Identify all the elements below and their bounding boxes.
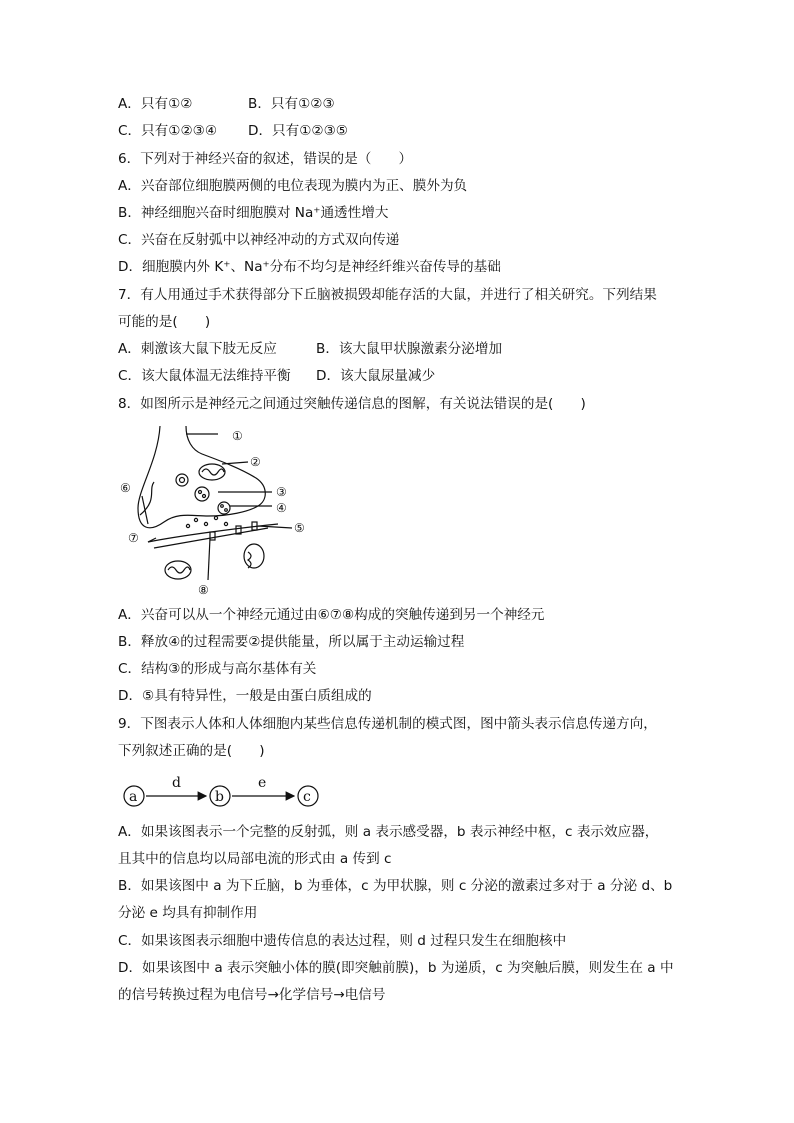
label-2: ② bbox=[250, 455, 261, 469]
label-6: ⑥ bbox=[120, 481, 131, 495]
q8-stem: 8．如图所示是神经元之间通过突触传递信息的图解，有关说法错误的是( ) bbox=[118, 396, 586, 412]
q9-option-b-line2: 分泌 e 均具有抑制作用 bbox=[118, 905, 258, 921]
q7-options-row1 bbox=[118, 340, 502, 358]
q9-stem-line2: 下列叙述正确的是( ) bbox=[118, 743, 265, 759]
label-7: ⑦ bbox=[128, 531, 139, 545]
q7-option-d: D．该大鼠尿量减少 bbox=[316, 368, 436, 384]
q6-option-a: A．兴奋部位细胞膜两侧的电位表现为膜内为正、膜外为负 bbox=[118, 178, 468, 194]
label-5: ⑤ bbox=[294, 521, 305, 535]
label-8: ⑧ bbox=[198, 583, 209, 597]
q6-option-c: C．兴奋在反射弧中以神经冲动的方式双向传递 bbox=[118, 232, 400, 248]
q8-option-b: B．释放④的过程需要②提供能量，所以属于主动运输过程 bbox=[118, 634, 465, 650]
q7-stem-line1: 7．有人用通过手术获得部分下丘脑被损毁却能存活的大鼠，并进行了相关研究。下列结果 bbox=[118, 287, 657, 303]
node-a: a bbox=[129, 789, 138, 805]
q9-option-b-line1: B．如果该图中 a 为下丘脑，b 为垂体，c 为甲状腺，则 c 分泌的激素过多对于 a 分泌 d、b bbox=[118, 878, 673, 894]
q7-stem-line2: 可能的是( ) bbox=[118, 314, 211, 330]
q9-option-d-line2: 的信号转换过程为电信号→化学信号→电信号 bbox=[118, 987, 386, 1003]
synapse-diagram bbox=[118, 420, 318, 600]
q7-option-a: A．刺激该大鼠下肢无反应 bbox=[118, 341, 277, 357]
q9-option-d-line1: D．如果该图中 a 表示突触小体的膜(即突触前膜)，b 为递质，c 为突触后膜，则发生在 a 中 bbox=[118, 960, 674, 976]
q8-option-d: D．⑤具有特异性，一般是由蛋白质组成的 bbox=[118, 688, 372, 704]
q5-option-c: C．只有①②③④ bbox=[118, 123, 218, 139]
q5-options-row1 bbox=[118, 95, 335, 113]
node-b: b bbox=[215, 789, 224, 805]
q8-option-a: A．兴奋可以从一个神经元通过由⑥⑦⑧构成的突触传递到另一个神经元 bbox=[118, 607, 545, 623]
label-4: ④ bbox=[276, 501, 287, 515]
q7-options-row2 bbox=[118, 367, 435, 385]
node-c: c bbox=[303, 789, 311, 805]
q6-stem: 6．下列对于神经兴奋的叙述，错误的是（ ） bbox=[118, 151, 413, 167]
label-3: ③ bbox=[276, 485, 287, 499]
q5-option-d: D．只有①②③⑤ bbox=[248, 123, 348, 139]
edge-d: d bbox=[172, 775, 181, 791]
q5-option-a: A．只有①② bbox=[118, 96, 193, 112]
q8-option-c: C．结构③的形成与高尔基体有关 bbox=[118, 661, 317, 677]
edge-e: e bbox=[258, 775, 267, 791]
q9-option-a-line2: 且其中的信息均以局部电流的形式由 a 传到 c bbox=[118, 851, 392, 867]
q7-option-c: C．该大鼠体温无法维持平衡 bbox=[118, 368, 291, 384]
q5-option-b: B．只有①②③ bbox=[248, 96, 335, 112]
q9-option-c: C．如果该图表示细胞中遗传信息的表达过程，则 d 过程只发生在细胞核中 bbox=[118, 933, 567, 949]
q9-stem-line1: 9．下图表示人体和人体细胞内某些信息传递机制的模式图，图中箭头表示信息传递方向， bbox=[118, 716, 657, 732]
q7-option-b: B．该大鼠甲状腺激素分泌增加 bbox=[316, 341, 503, 357]
q6-option-d: D．细胞膜内外 K⁺、Na⁺分布不均匀是神经纤维兴奋传导的基础 bbox=[118, 259, 501, 275]
q5-options-row2 bbox=[118, 122, 348, 140]
signal-flow-diagram bbox=[118, 772, 328, 812]
q6-option-b: B．神经细胞兴奋时细胞膜对 Na⁺通透性增大 bbox=[118, 205, 389, 221]
label-1: ① bbox=[232, 429, 243, 443]
q9-option-a-line1: A．如果该图表示一个完整的反射弧，则 a 表示感受器，b 表示神经中枢，c 表示效应器， bbox=[118, 824, 659, 840]
